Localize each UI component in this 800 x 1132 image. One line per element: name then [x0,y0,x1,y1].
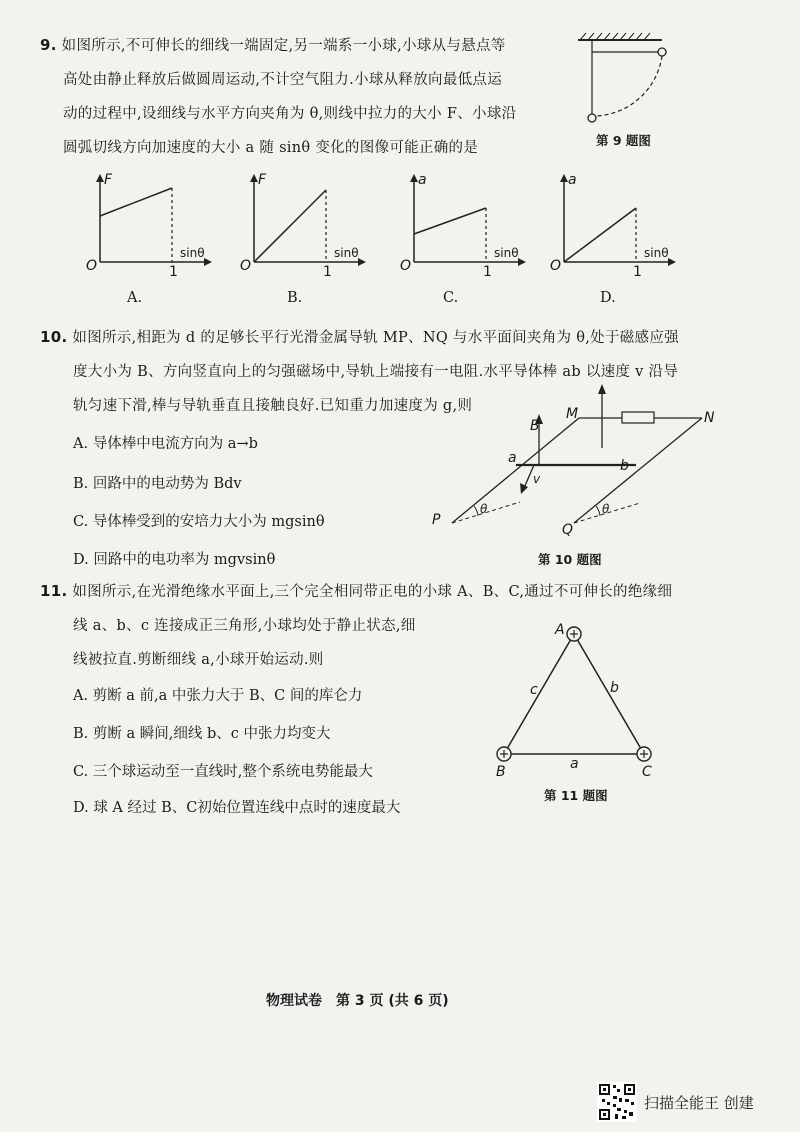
q9-graph-d-origin: O [550,258,562,274]
q11-label-B: B [496,764,506,780]
q10-label-theta2: θ [602,502,610,516]
q9-graph-b-xlabel: sinθ [334,246,359,260]
q10-label-b: b [620,458,629,474]
scan-badge-text: 扫描全能王 创建 [644,1094,754,1112]
q9-option-d[interactable]: D. [600,290,616,306]
q10-line1: 10. 如图所示,相距为 d 的足够长平行光滑金属导轨 MP、NQ 与水平面间夹角为 θ,处于磁感应强 [40,328,679,346]
q9-line4: 圆弧切线方向加速度的大小 a 随 sinθ 变化的图像可能正确的是 [63,140,479,156]
q9-graph-b-origin: O [240,258,252,274]
q10-option-c[interactable]: C. 导体棒受到的安培力大小为 mgsinθ [73,514,325,530]
q10-line3: 轨匀速下滑,棒与导轨垂直且接触良好.已知重力加速度为 g,则 [73,398,473,414]
q10-line2: 度大小为 B、方向竖直向上的匀强磁场中,导轨上端接有一电阻.水平导体棒 ab 以速度 v 沿导 [73,364,679,380]
q11-line3: 线被拉直.剪断细线 a,小球开始运动.则 [73,652,324,668]
q11-option-b[interactable]: B. 剪断 a 瞬间,细线 b、c 中张力均变大 [73,726,331,742]
q10-label-theta1: θ [480,502,488,516]
q11-option-a[interactable]: A. 剪断 a 前,a 中张力大于 B、C 间的库仑力 [73,688,363,704]
qr-code-icon [597,1082,637,1122]
q9-graph-b-ylabel: F [258,172,267,188]
q10-rails-figure [424,380,714,540]
q9-line1: 9. 如图所示,不可伸长的细线一端固定,另一端系一小球,小球从与悬点等 [40,36,506,54]
q9-graph-a-one: 1 [169,264,178,280]
q9-graph-c-one: 1 [483,264,492,280]
q11-caption: 第 11 题图 [544,788,608,803]
q10-label-n: N [704,410,715,426]
q11-label-A: A [555,622,565,638]
q11-label-C: C [642,764,652,780]
q10-option-b[interactable]: B. 回路中的电动势为 Bdv [73,476,242,492]
question-9 [40,28,560,165]
q9-option-a[interactable]: A. [127,290,143,306]
q10-caption: 第 10 题图 [538,552,602,567]
q9-graph-c-origin: O [400,258,412,274]
q11-label-b: b [610,680,619,696]
q11-triangle-figure [490,620,660,770]
q10-option-a[interactable]: A. 导体棒中电流方向为 a→b [73,436,258,452]
q9-graph-a-origin: O [86,258,98,274]
q10-label-q: Q [562,522,574,538]
q10-label-a: a [508,450,517,466]
q10-label-b-field: B [530,418,540,434]
q9-graph-a-ylabel: F [104,172,113,188]
q9-pendulum-figure [570,30,680,140]
q11-label-c: c [530,682,538,698]
q9-option-b[interactable]: B. [287,290,303,306]
q9-graph-c-ylabel: a [418,172,427,188]
q9-graph-d-xlabel: sinθ [644,246,669,260]
q10-option-d[interactable]: D. 回路中的电功率为 mgvsinθ [73,552,276,568]
q11-label-a: a [570,756,579,772]
ball-a [567,627,581,641]
page-footer: 物理试卷 第 3 页 (共 6 页) [266,993,449,1009]
q11-option-d[interactable]: D. 球 A 经过 B、C初始位置连线中点时的速度最大 [73,800,401,816]
q10-label-m: M [566,406,579,422]
q9-graph-c-xlabel: sinθ [494,246,519,260]
q11-line1: 11. 如图所示,在光滑绝缘水平面上,三个完全相同带正电的小球 A、B、C,通过不可伸长的绝缘细 [40,582,673,600]
q10-label-v: v [533,472,541,486]
q9-line2: 高处由静止释放后做圆周运动,不计空气阻力.小球从释放向最低点运 [63,72,503,88]
q11-line2: 线 a、b、c 连接成正三角形,小球均处于静止状态,细 [73,618,416,634]
ball-b [497,747,511,761]
ball-c [637,747,651,761]
q9-graph-a-xlabel: sinθ [180,246,205,260]
q10-label-p: P [432,512,441,528]
q9-caption: 第 9 题图 [596,133,651,148]
q9-option-c[interactable]: C. [443,290,459,306]
q9-graph-d-ylabel: a [568,172,577,188]
q9-graph-b-one: 1 [323,264,332,280]
q9-graph-d-one: 1 [633,264,642,280]
q9-line3: 动的过程中,设细线与水平方向夹角为 θ,则线中拉力的大小 F、小球沿 [63,106,517,122]
q11-option-c[interactable]: C. 三个球运动至一直线时,整个系统电势能最大 [73,764,373,780]
